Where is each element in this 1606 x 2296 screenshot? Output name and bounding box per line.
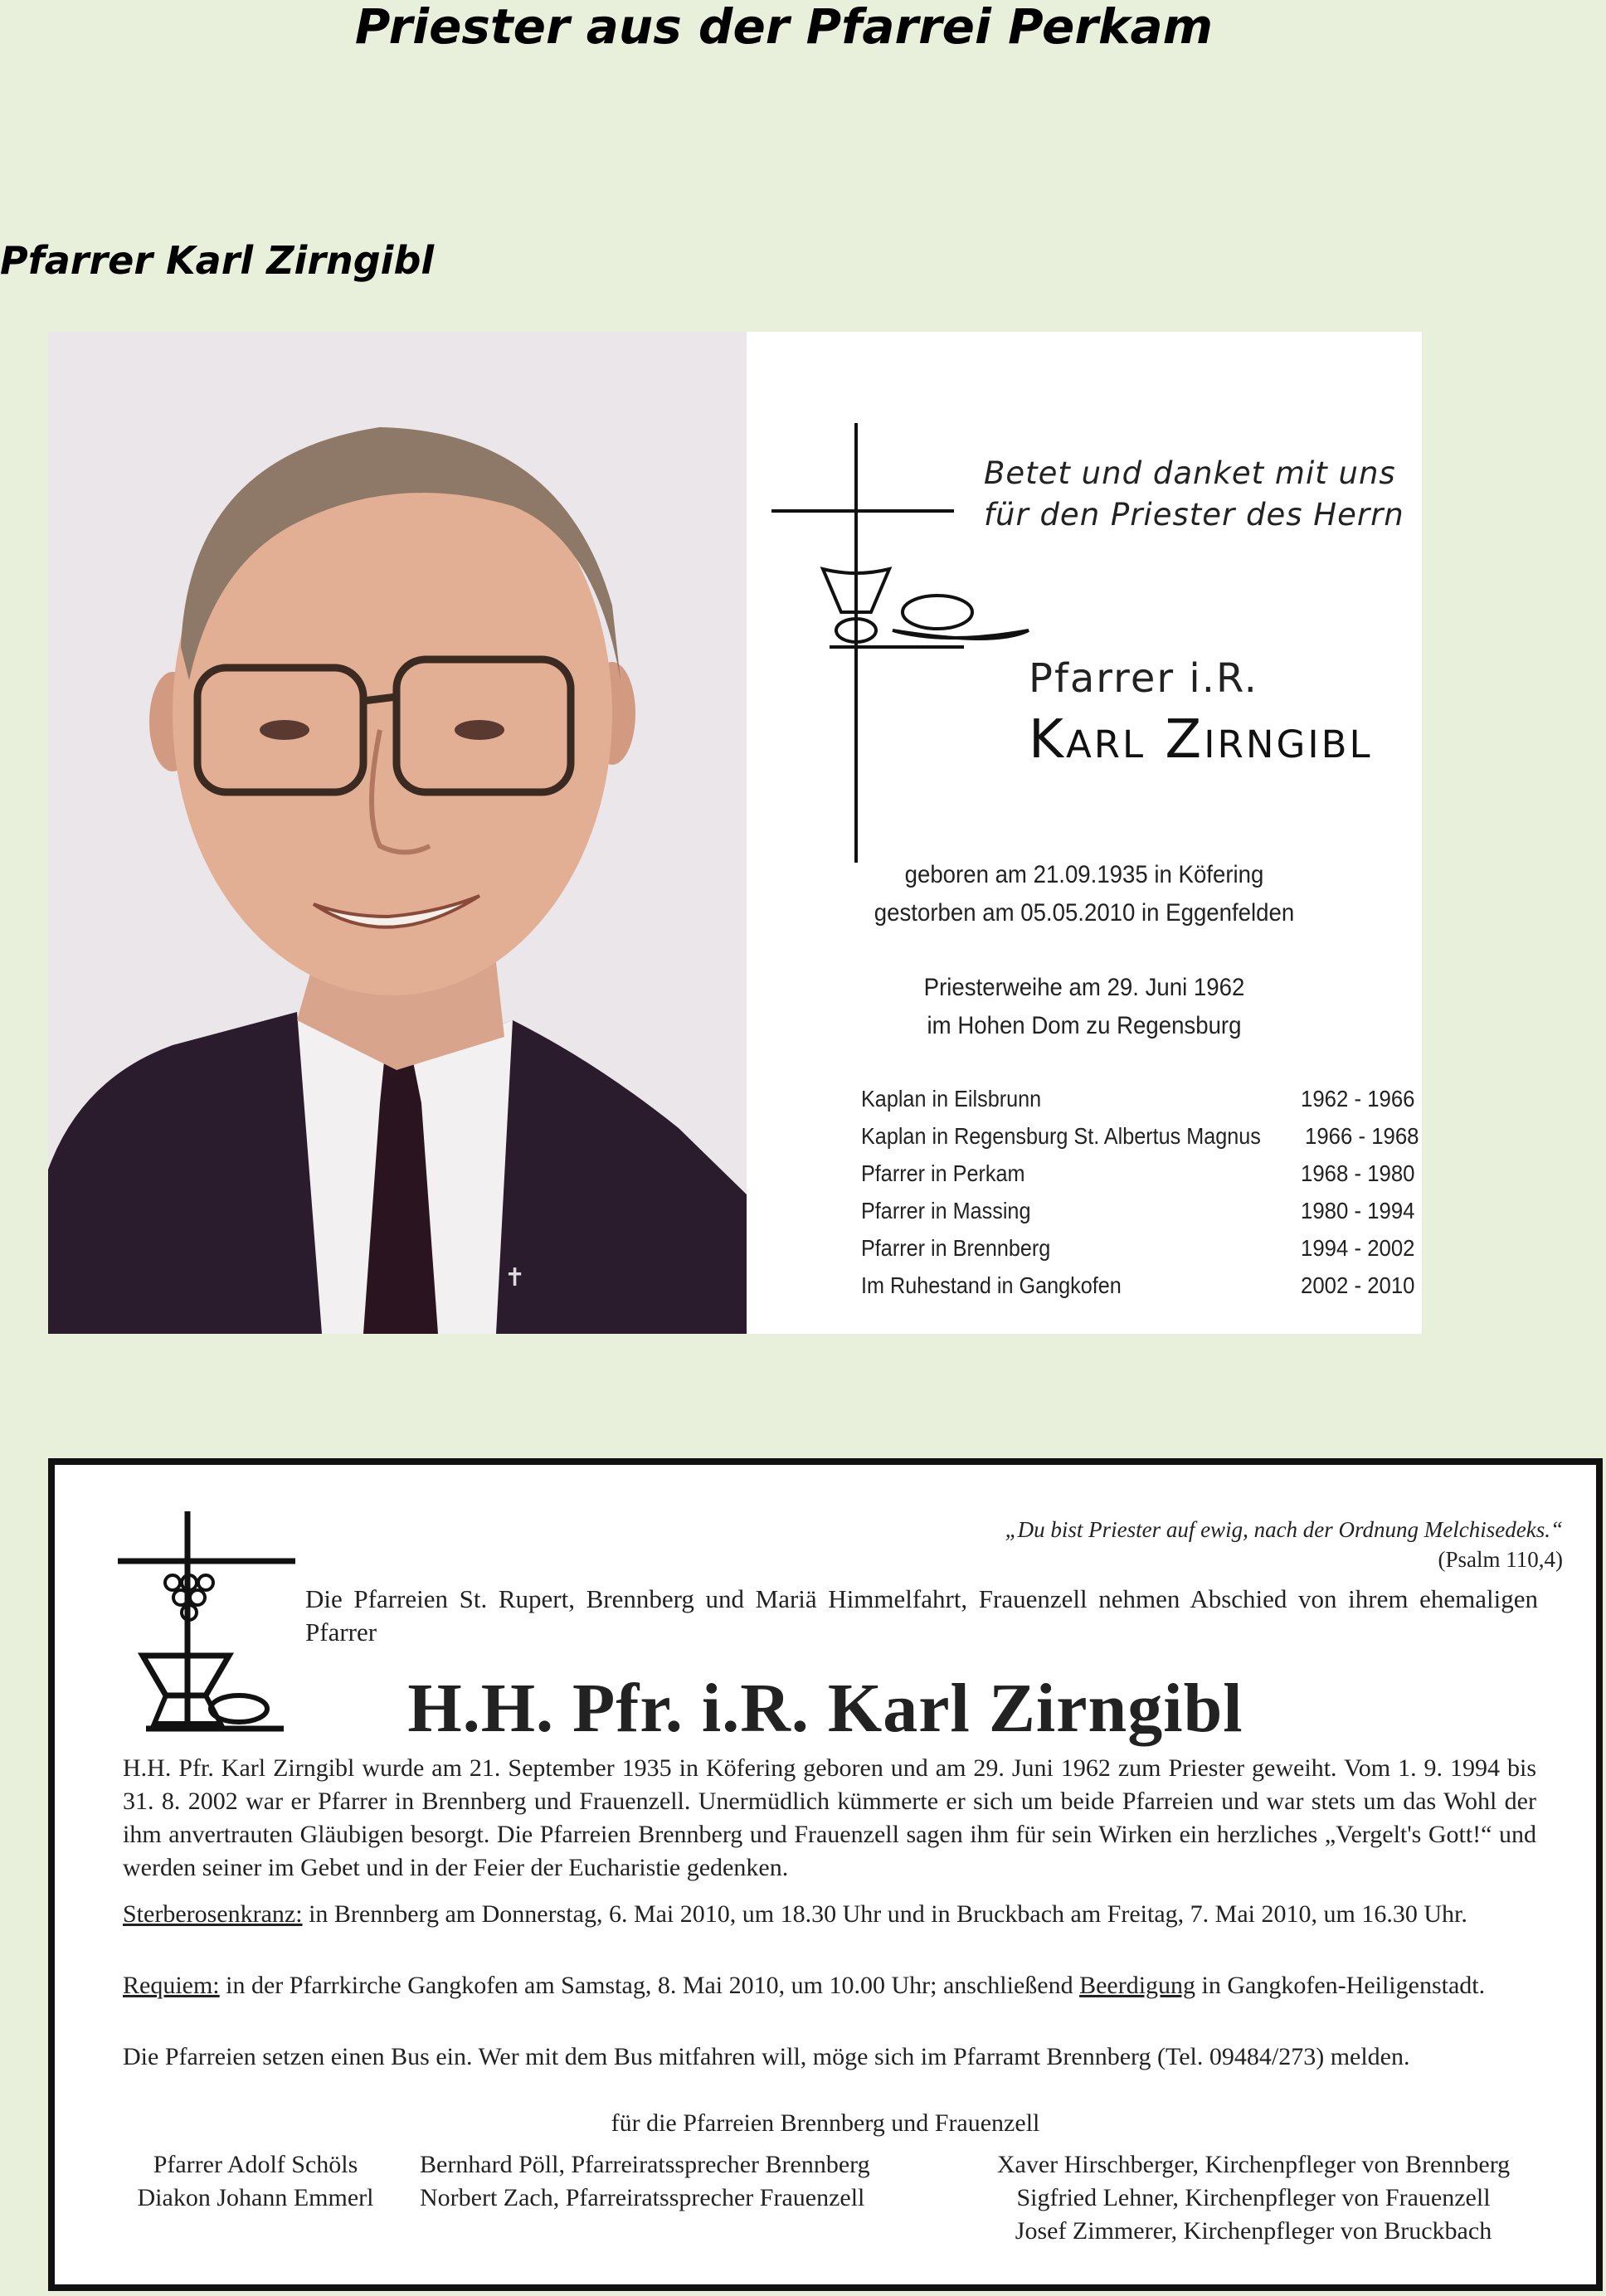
rosary-paragraph [123,1898,1536,1931]
birth-line: geboren am 21.09.1935 in Köfering [904,861,1264,888]
cross-chalice-icon [747,332,1422,879]
career-years: 1962 - 1966 [1301,1086,1415,1112]
career-place: Pfarrer in Brennberg [861,1235,1051,1261]
career-place: Pfarrer in Perkam [861,1160,1025,1186]
motto-source: (Psalm 110,4) [1438,1547,1563,1572]
career-place: Kaplan in Eilsbrunn [861,1086,1042,1112]
career-list [861,1080,1425,1304]
career-row [861,1155,1425,1192]
bus-paragraph: Die Pfarreien setzen einen Bus ein. Wer mit dem Bus mitfahren will, möge sich im Pfarramt Brennberg (Tel. 09484/273) melden. [123,2043,1410,2070]
page-title: Priester aus der Pfarrei Perkam [354,0,1214,55]
section-title: Pfarrer Karl Zirngibl [0,238,435,283]
career-place: Kaplan in Regensburg St. Albertus Magnus [861,1123,1261,1149]
career-years: 2002 - 2010 [1301,1272,1415,1298]
prayer-line: für den Priester des Herrn [984,497,1404,533]
rosary-text: in Brennberg am Donnerstag, 6. Mai 2010, um 18.30 Uhr und in Bruckbach am Freitag, 7. Mai 2010, um 16.30 Uhr. [302,1900,1467,1928]
signatory: Diakon Johann Emmerl [137,2184,374,2211]
bible-motto [1005,1515,1563,1574]
signatory: Bernhard Pöll, Pfarreiratssprecher Brennberg [420,2151,870,2178]
card-text-panel [747,332,1422,1334]
deceased-rank: Pfarrer i.R. [1029,655,1258,702]
career-row [861,1192,1425,1229]
requiem-label: Requiem: [123,1972,220,1999]
signatory: Pfarrer Adolf Schöls [153,2151,358,2178]
obituary-notice [48,1458,1603,2291]
deceased-name: Karl Zirngibl [1029,709,1373,771]
deceased-heading: H.H. Pfr. i.R. Karl Zirngibl [407,1670,1243,1747]
career-years: 1968 - 1980 [1301,1160,1415,1186]
career-years: 1966 - 1968 [1305,1123,1419,1149]
signatory: Sigfried Lehner, Kirchenpfleger von Frauenzell [1016,2184,1491,2211]
burial-label: Beerdigung [1079,1972,1196,1999]
signatory: Norbert Zach, Pfarreiratssprecher Frauenzell [420,2184,865,2211]
signatory: Josef Zimmerer, Kirchenpfleger von Bruckbach [1015,2217,1492,2245]
prayer-line: Betet und danket mit uns [984,455,1396,491]
death-line: gestorben am 05.05.2010 in Eggenfelden [874,899,1295,927]
portrait-photo [48,332,747,1334]
career-row [861,1080,1425,1117]
biography-paragraph: H.H. Pfr. Karl Zirngibl wurde am 21. September 1935 in Köfering geboren und am 29. Juni 1962 zum Priester geweiht. Vom 1. 9. 1994 bis 31. 8. 2002 war er Pfarrer in Brennberg und Frauenzell. Unermüdlich kümmerte er sich um beide Pfarreien und war stets um das Wohl der ihm anvertrauten Gläubigen besorgt. Die Pfarreien Brennberg und Frauenzell sagen ihm für sein Wirken ein herzliches „Vergelt's Gott!“ und werden seiner im Gebet und in der Feier der Eucharistie gedenken. [123,1754,1536,1881]
ordination-info [774,969,1395,1045]
career-row [861,1229,1425,1267]
motto-quote: „Du bist Priester auf ewig, nach der Ordnung Melchisedeks.“ [1005,1517,1563,1542]
ordination-line: Priesterweihe am 29. Juni 1962 [923,974,1245,1001]
signature-column [951,2148,1556,2248]
requiem-paragraph [123,1969,1536,2002]
rosary-label: Sterberosenkranz: [123,1900,303,1928]
career-place: Pfarrer in Massing [861,1198,1031,1223]
career-place: Im Ruhestand in Gangkofen [861,1272,1122,1298]
requiem-text: in der Pfarrkirche Gangkofen am Samstag, 8. Mai 2010, um 10.00 Uhr; anschließend [219,1972,1080,1999]
career-row [861,1117,1425,1155]
life-dates [774,856,1395,932]
career-years: 1980 - 1994 [1301,1198,1415,1223]
prayer-text [984,453,1404,536]
career-row [861,1267,1425,1304]
burial-text: in Gangkofen-Heiligenstadt. [1195,1972,1486,1999]
signatory: Xaver Hirschberger, Kirchenpfleger von Brennberg [996,2151,1511,2178]
signature-header: für die Pfarreien Brennberg und Frauenzell [611,2109,1040,2137]
intro-text: Die Pfarreien St. Rupert, Brennberg und Mariä Himmelfahrt, Frauenzell nehmen Abschied von ihrem ehemaligen Pfarrer [305,1584,1538,1647]
svg-text:✝: ✝ [504,1263,526,1292]
memorial-card [48,332,1422,1334]
portrait-illustration [48,332,747,1334]
career-years: 1994 - 2002 [1301,1235,1415,1261]
ordination-line: im Hohen Dom zu Regensburg [927,1012,1242,1039]
signature-column [123,2148,388,2215]
signature-column [420,2148,934,2215]
